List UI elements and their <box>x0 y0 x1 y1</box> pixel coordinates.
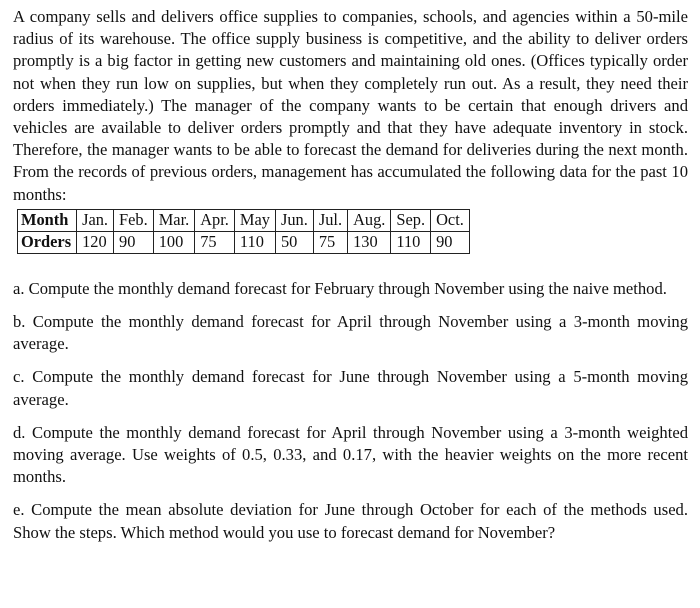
orders-table <box>17 209 470 254</box>
orders-cell: 100 <box>153 231 195 253</box>
orders-cell: 120 <box>77 231 114 253</box>
question-e: e. Compute the mean absolute deviation for June through October for each of the methods used. Show the steps. Which method would you use to forecast demand for November? <box>13 500 688 542</box>
month-cell: Jan. <box>77 209 114 231</box>
question-d: d. Compute the monthly demand forecast for April through November using a 3-month weighted moving average. Use weights of 0.5, 0.33, and 0.17, with the heavier weights on the more recent months. <box>13 422 688 487</box>
orders-header: Orders <box>18 231 77 253</box>
question-a: a. Compute the monthly demand forecast for February through November using the naive method. <box>13 278 667 298</box>
month-cell: Jul. <box>313 209 347 231</box>
month-cell: Aug. <box>348 209 391 231</box>
orders-cell: 110 <box>391 231 431 253</box>
orders-cell: 90 <box>431 231 470 253</box>
orders-cell: 75 <box>313 231 347 253</box>
month-cell: Sep. <box>391 209 431 231</box>
problem-intro: A company sells and delivers office supplies to companies, schools, and agencies within a 50-mile radius of its warehouse. The office supply business is competitive, and the ability to deliver orders promptly is a big factor in getting new customers and maintaining old ones. (Offices typically order not when they run low on supplies, but when they completely run out. As a result, they need their orders immediately.) The manager of the company wants to be certain that enough drivers and vehicles are available to deliver orders promptly and that they have adequate inventory in stock. Therefore, the manager wants to be able to forecast the demand for deliveries during the next month. From the records of previous orders, management has accumulated the following data for the past 10 months: <box>13 7 688 204</box>
question-c: c. Compute the monthly demand forecast for June through November using a 5-month moving average. <box>13 367 688 409</box>
question-list <box>13 278 688 544</box>
month-cell: Apr. <box>195 209 235 231</box>
month-cell: Feb. <box>114 209 154 231</box>
orders-cell: 50 <box>275 231 313 253</box>
month-header: Month <box>18 209 77 231</box>
orders-row <box>18 231 470 253</box>
orders-cell: 75 <box>195 231 235 253</box>
orders-cell: 130 <box>348 231 391 253</box>
month-cell: Jun. <box>275 209 313 231</box>
orders-cell: 90 <box>114 231 154 253</box>
month-cell: Mar. <box>153 209 195 231</box>
orders-cell: 110 <box>234 231 275 253</box>
month-cell: May <box>234 209 275 231</box>
month-row <box>18 209 470 231</box>
month-cell: Oct. <box>431 209 470 231</box>
question-b: b. Compute the monthly demand forecast for April through November using a 3-month moving average. <box>13 312 688 354</box>
